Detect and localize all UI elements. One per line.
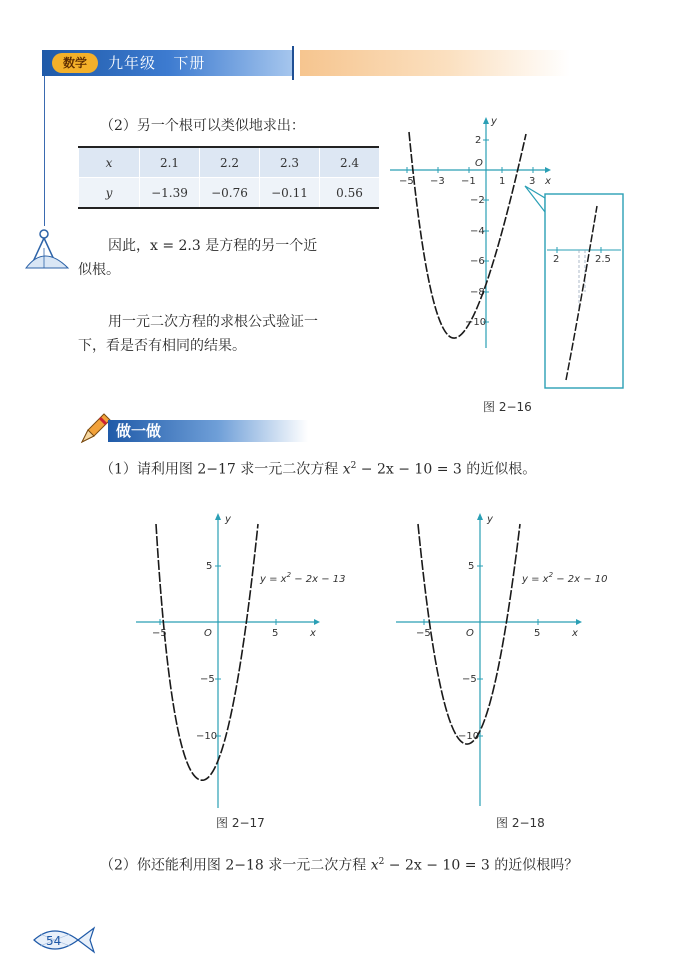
table-cell: 2.2 xyxy=(200,147,260,178)
grade-label: 九年级 xyxy=(108,54,157,72)
fish-page-icon xyxy=(30,920,100,960)
table-cell: 0.56 xyxy=(320,178,380,209)
equation-exponent: 2 xyxy=(350,461,357,471)
question-2 xyxy=(100,850,578,878)
equation-rest: − 2x − 10 = 3 xyxy=(384,857,490,874)
zoom-inset xyxy=(545,194,623,388)
axis-label-x: x xyxy=(545,176,551,187)
figure-2-16 xyxy=(385,112,635,394)
x-axis-arrow xyxy=(314,619,320,625)
inset-tick-label: 2 xyxy=(553,254,560,265)
equation-var: x xyxy=(342,461,351,478)
y-tick-label: −10 xyxy=(465,317,487,328)
pencil-icon xyxy=(78,412,112,446)
volume-label: 下册 xyxy=(173,54,206,72)
curve-label-exponent: 2 xyxy=(548,571,554,579)
x-tick-label: −3 xyxy=(430,176,445,187)
table-cell: 2.1 xyxy=(140,147,200,178)
verify-line1: 用一元二次方程的求根公式验证一 xyxy=(108,314,318,330)
curve-label-rest: − 2x − 13 xyxy=(291,574,346,585)
x-tick-label: −5 xyxy=(416,628,431,639)
table-cell: 2.3 xyxy=(260,147,320,178)
table-header-x: x xyxy=(79,147,140,178)
table-row-x xyxy=(79,147,380,178)
curve-label-prefix: y = x xyxy=(522,574,549,585)
equation-rest: − 2x − 10 = 3 xyxy=(356,461,462,478)
y-axis-arrow xyxy=(215,513,221,520)
figure-2-18 xyxy=(392,510,608,810)
axis-label-y: y xyxy=(491,116,497,127)
figure-caption: 图 2−16 xyxy=(483,400,532,414)
callout-pointer xyxy=(525,186,545,212)
axis-label-x: x xyxy=(572,628,578,639)
book-title xyxy=(108,53,205,73)
doit-title: 做一做 xyxy=(116,422,162,440)
x-axis-arrow xyxy=(545,167,551,173)
question-2-prefix: （2）你还能利用图 2−18 求一元二次方程 xyxy=(100,857,371,874)
y-tick-label: −8 xyxy=(470,287,485,298)
curve-label xyxy=(259,571,346,585)
compass-icon xyxy=(24,226,74,274)
verify-line2: 下，看是否有相同的结果。 xyxy=(78,338,246,354)
y-tick-label: 2 xyxy=(475,135,482,146)
y-tick-label: −5 xyxy=(462,674,477,685)
y-tick-label: 5 xyxy=(468,561,475,572)
question-2-suffix: 的近似根吗？ xyxy=(489,857,579,874)
curve-label-exponent: 2 xyxy=(286,571,292,579)
x-axis-arrow xyxy=(576,619,582,625)
y-tick-label: −4 xyxy=(470,226,485,237)
x-tick-label: −5 xyxy=(399,176,414,187)
y-axis-arrow xyxy=(483,117,489,124)
x-tick-label: −5 xyxy=(152,628,167,639)
inset-tick-label: 2.5 xyxy=(595,254,611,265)
axis-label-y: y xyxy=(487,514,493,525)
y-tick-label: −10 xyxy=(458,731,480,742)
y-tick-label: −10 xyxy=(196,731,218,742)
question-1-suffix: 的近似根。 xyxy=(461,461,537,478)
question-1-prefix: （1）请利用图 2−17 求一元二次方程 xyxy=(100,461,343,478)
margin-rule xyxy=(44,76,45,226)
table-cell: 2.4 xyxy=(320,147,380,178)
axis-label-y: y xyxy=(225,514,231,525)
conclusion-line1: 因此，x = 2.3 是方程的另一个近 xyxy=(108,238,318,254)
x-tick-label: 5 xyxy=(534,628,541,639)
question-1 xyxy=(100,454,536,482)
conclusion-line2: 似根。 xyxy=(78,262,120,278)
curve-label-prefix: y = x xyxy=(260,574,287,585)
y-tick-label: −6 xyxy=(470,256,485,267)
y-tick-label: 5 xyxy=(206,561,213,572)
curve-label xyxy=(521,571,608,585)
header-divider xyxy=(292,46,294,80)
x-tick-label: 1 xyxy=(499,176,506,187)
x-tick-label: 3 xyxy=(529,176,536,187)
x-tick-label: −1 xyxy=(461,176,476,187)
y-tick-label: −2 xyxy=(470,195,485,206)
origin-label: O xyxy=(475,158,483,169)
origin-label: O xyxy=(204,628,212,639)
equation-var: x xyxy=(370,857,379,874)
header-decoration xyxy=(300,50,570,76)
figure-2-17 xyxy=(132,510,346,810)
figure-caption: 图 2−18 xyxy=(496,816,545,830)
table-row-y xyxy=(79,178,380,209)
section2-intro: （2）另一个根可以类似地求出： xyxy=(100,118,305,134)
parabola-curve xyxy=(409,132,526,338)
y-tick-label: −5 xyxy=(200,674,215,685)
table-header-y: y xyxy=(79,178,140,209)
origin-label: O xyxy=(466,628,474,639)
axis-label-x: x xyxy=(310,628,316,639)
curve-label-rest: − 2x − 10 xyxy=(553,574,608,585)
table-cell: −0.11 xyxy=(260,178,320,209)
page-number: 54 xyxy=(46,934,62,948)
subject-badge: 数学 xyxy=(52,53,98,73)
figure-caption: 图 2−17 xyxy=(216,816,265,830)
x-tick-label: 5 xyxy=(272,628,279,639)
table-cell: −0.76 xyxy=(200,178,260,209)
value-table xyxy=(78,146,379,209)
y-axis-arrow xyxy=(477,513,483,520)
equation-exponent: 2 xyxy=(378,857,385,867)
table-cell: −1.39 xyxy=(140,178,200,209)
